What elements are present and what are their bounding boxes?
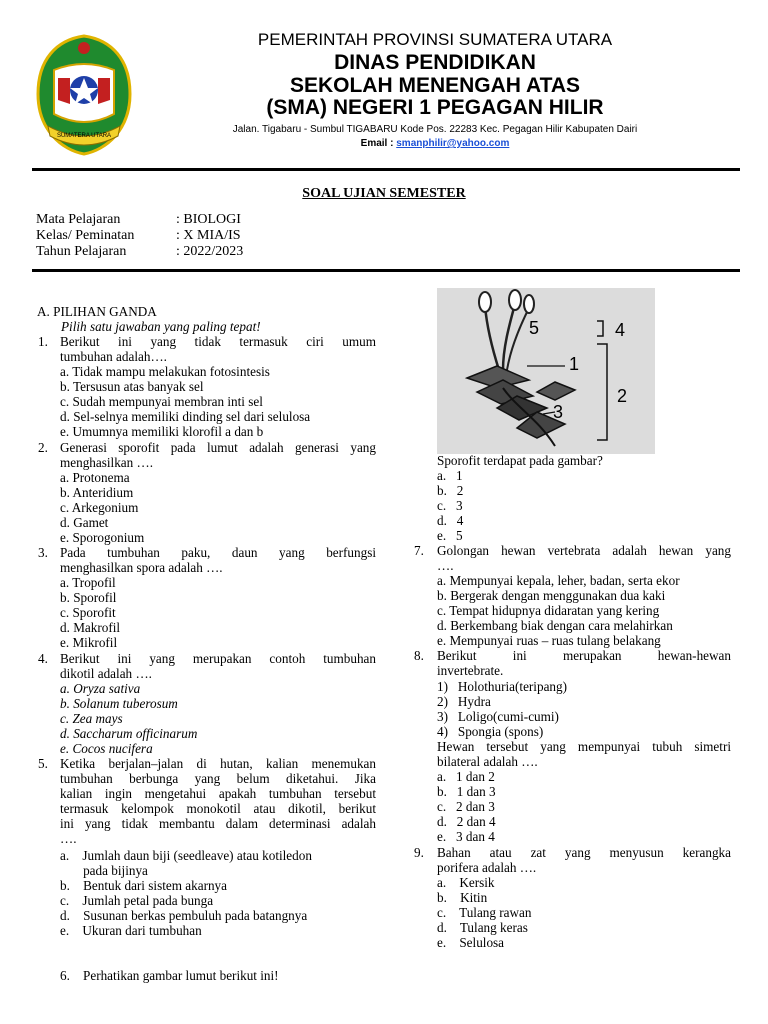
option: d. 2 dan 4 (437, 814, 496, 829)
question-text: tumbuhan adalah…. (60, 349, 167, 364)
figure-label: 2 (617, 386, 628, 406)
option: b. Anteridium (60, 485, 134, 500)
question-number: 1. (38, 334, 48, 349)
meta-rule (32, 269, 740, 272)
option: b. Bentuk dari sistem akarnya (60, 878, 228, 893)
logo-text: SUMATERA UTARA (56, 133, 112, 139)
question-number: 5. (38, 756, 48, 771)
question-text: invertebrate. (437, 663, 504, 678)
question-number: 8. (414, 648, 424, 663)
question-text: Perhatikan gambar lumut berikut ini! (83, 968, 279, 983)
option: b. 1 dan 3 (437, 784, 496, 799)
meta-value: : BIOLOGI (176, 212, 241, 227)
option: b. 2 (437, 483, 464, 498)
question-text: Ketika berjalan–jalan di hutan, kalian menemukan (60, 756, 376, 771)
option: a. Tropofil (60, 575, 116, 590)
question-text: porifera adalah …. (437, 860, 537, 875)
meta-key: Kelas/ Peminatan (36, 228, 135, 243)
option: b. Solanum tuberosum (60, 696, 178, 711)
meta-value: : 2022/2023 (176, 244, 244, 259)
option: c. Sporofit (60, 605, 116, 620)
option: d. Susunan berkas pembuluh pada batangnya (60, 908, 308, 923)
header-dinas: DINAS PENDIDIKAN (334, 51, 536, 74)
option: b. Tersusun atas banyak sel (60, 379, 204, 394)
email-link[interactable]: smanphilir@yahoo.com (396, 138, 510, 149)
option: c. Arkegonium (60, 500, 139, 515)
option: c. Zea mays (60, 711, 123, 726)
header-province: PEMERINTAH PROVINSI SUMATERA UTARA (257, 30, 613, 49)
school-emblem-logo (34, 30, 134, 158)
section-title: A. PILIHAN GANDA (37, 304, 157, 319)
option: e. 5 (437, 528, 463, 543)
list-item: 1) Holothuria(teripang) (437, 679, 568, 694)
question-text: Berikut ini merupakan hewan-hewan (437, 648, 731, 663)
figure-label: 3 (553, 402, 564, 422)
option: c. Tempat hidupnya didaratan yang kering (437, 603, 660, 618)
option: a. Jumlah daun biji (seedleave) atau kotiledon (60, 848, 312, 863)
header-email (150, 138, 720, 149)
option: a. Oryza sativa (60, 681, 141, 696)
figure-label: 5 (529, 318, 540, 338)
option: c. Tulang rawan (437, 905, 532, 920)
option: a. Protonema (60, 470, 130, 485)
option: a. Tidak mampu melakukan fotosintesis (60, 364, 270, 379)
option: e. Selulosa (437, 935, 505, 950)
question-text: dikotil adalah …. (60, 666, 152, 681)
question-text: Pada tumbuhan paku, daun yang berfungsi (60, 545, 376, 560)
option: e. Sporogonium (60, 530, 145, 545)
question-number: 6. (60, 968, 70, 983)
question-text: Hewan tersebut yang mempunyai tubuh simetri (437, 739, 731, 754)
list-item: 4) Spongia (spons) (437, 724, 544, 739)
question-text: tumbuhan berbunga yang belum diketahui. Jika (60, 771, 376, 786)
option: e. 3 dan 4 (437, 829, 495, 844)
option: d. Gamet (60, 515, 109, 530)
question-number: 7. (414, 543, 424, 558)
question-number: 4. (38, 651, 48, 666)
question-text: Sporofit terdapat pada gambar? (437, 453, 603, 468)
option: e. Umumnya memiliki klorofil a dan b (60, 424, 264, 439)
header-rule (32, 168, 740, 171)
question-number: 3. (38, 545, 48, 560)
figure-label: 4 (615, 320, 626, 340)
option: e. Mempunyai ruas – ruas tulang belakang (437, 633, 661, 648)
option: c. 2 dan 3 (437, 799, 495, 814)
question-text: Bahan atau zat yang menyusun kerangka (437, 845, 731, 860)
question-text: bilateral adalah …. (437, 754, 538, 769)
question-text: …. (437, 558, 454, 573)
question-text: kalian ingin mengetahui apakah tumbuhan tersebut (60, 786, 376, 801)
option: d. Saccharum officinarum (60, 726, 198, 741)
meta-value: : X MIA/IS (176, 228, 241, 243)
list-item: 2) Hydra (437, 694, 491, 709)
meta-key: Tahun Pelajaran (36, 244, 127, 259)
option: d. 4 (437, 513, 464, 528)
doc-title: SOAL UJIAN SEMESTER (302, 186, 466, 201)
option: d. Sel-selnya memiliki dinding sel dari selulosa (60, 409, 311, 424)
figure-label: 1 (569, 354, 580, 374)
option: e. Cocos nucifera (60, 741, 153, 756)
option: b. Kitin (437, 890, 488, 905)
question-text: ini yang tidak membantu dalam determinasi adalah (60, 816, 376, 831)
option: d. Berkembang biak dengan cara melahirkan (437, 618, 673, 633)
option: pada bijinya (60, 863, 148, 878)
option: d. Tulang keras (437, 920, 528, 935)
meta-row (36, 212, 241, 228)
option: e. Mikrofil (60, 635, 118, 650)
question-number: 9. (414, 845, 424, 860)
option: b. Bergerak dengan menggunakan dua kaki (437, 588, 666, 603)
question-text: Berikut ini yang tidak termasuk ciri umum (60, 334, 376, 349)
option: a. 1 (437, 468, 463, 483)
option: c. Sudah mempunyai membran inti sel (60, 394, 263, 409)
question-text: menghasilkan spora adalah …. (60, 560, 223, 575)
option: a. Kersik (437, 875, 495, 890)
header-school-name: (SMA) NEGERI 1 PEGAGAN HILIR (266, 96, 604, 119)
question-text: …. (60, 831, 77, 846)
header-address: Jalan. Tigabaru - Sumbul TIGABARU Kode Pos. 22283 Kec. Pegagan Hilir Kabupaten Dairi (232, 124, 638, 135)
meta-key: Mata Pelajaran (36, 212, 121, 227)
question-text: menghasilkan …. (60, 455, 154, 470)
question-text: Golongan hewan vertebrata adalah hewan yang (437, 543, 731, 558)
question-text: Berikut ini yang merupakan contoh tumbuhan (60, 651, 376, 666)
moss-plant-figure (437, 288, 655, 454)
option: e. Ukuran dari tumbuhan (60, 923, 202, 938)
section-instruction: Pilih satu jawaban yang paling tepat! (61, 319, 261, 334)
option: c. Jumlah petal pada bunga (60, 893, 214, 908)
question-number: 2. (38, 440, 48, 455)
header-sma: SEKOLAH MENENGAH ATAS (289, 74, 581, 97)
email-label: Email : (360, 138, 397, 149)
option: a. Mempunyai kepala, leher, badan, serta ekor (437, 573, 680, 588)
question-text: termasuk kelompok monokotil atau dikotil, berikut (60, 801, 376, 816)
option: d. Makrofil (60, 620, 121, 635)
question-text: Generasi sporofit pada lumut adalah generasi yang (60, 440, 376, 455)
option: a. 1 dan 2 (437, 769, 495, 784)
option: b. Sporofil (60, 590, 117, 605)
meta-row (36, 228, 241, 244)
list-item: 3) Loligo(cumi-cumi) (437, 709, 559, 724)
option: c. 3 (437, 498, 463, 513)
meta-row (36, 244, 243, 260)
